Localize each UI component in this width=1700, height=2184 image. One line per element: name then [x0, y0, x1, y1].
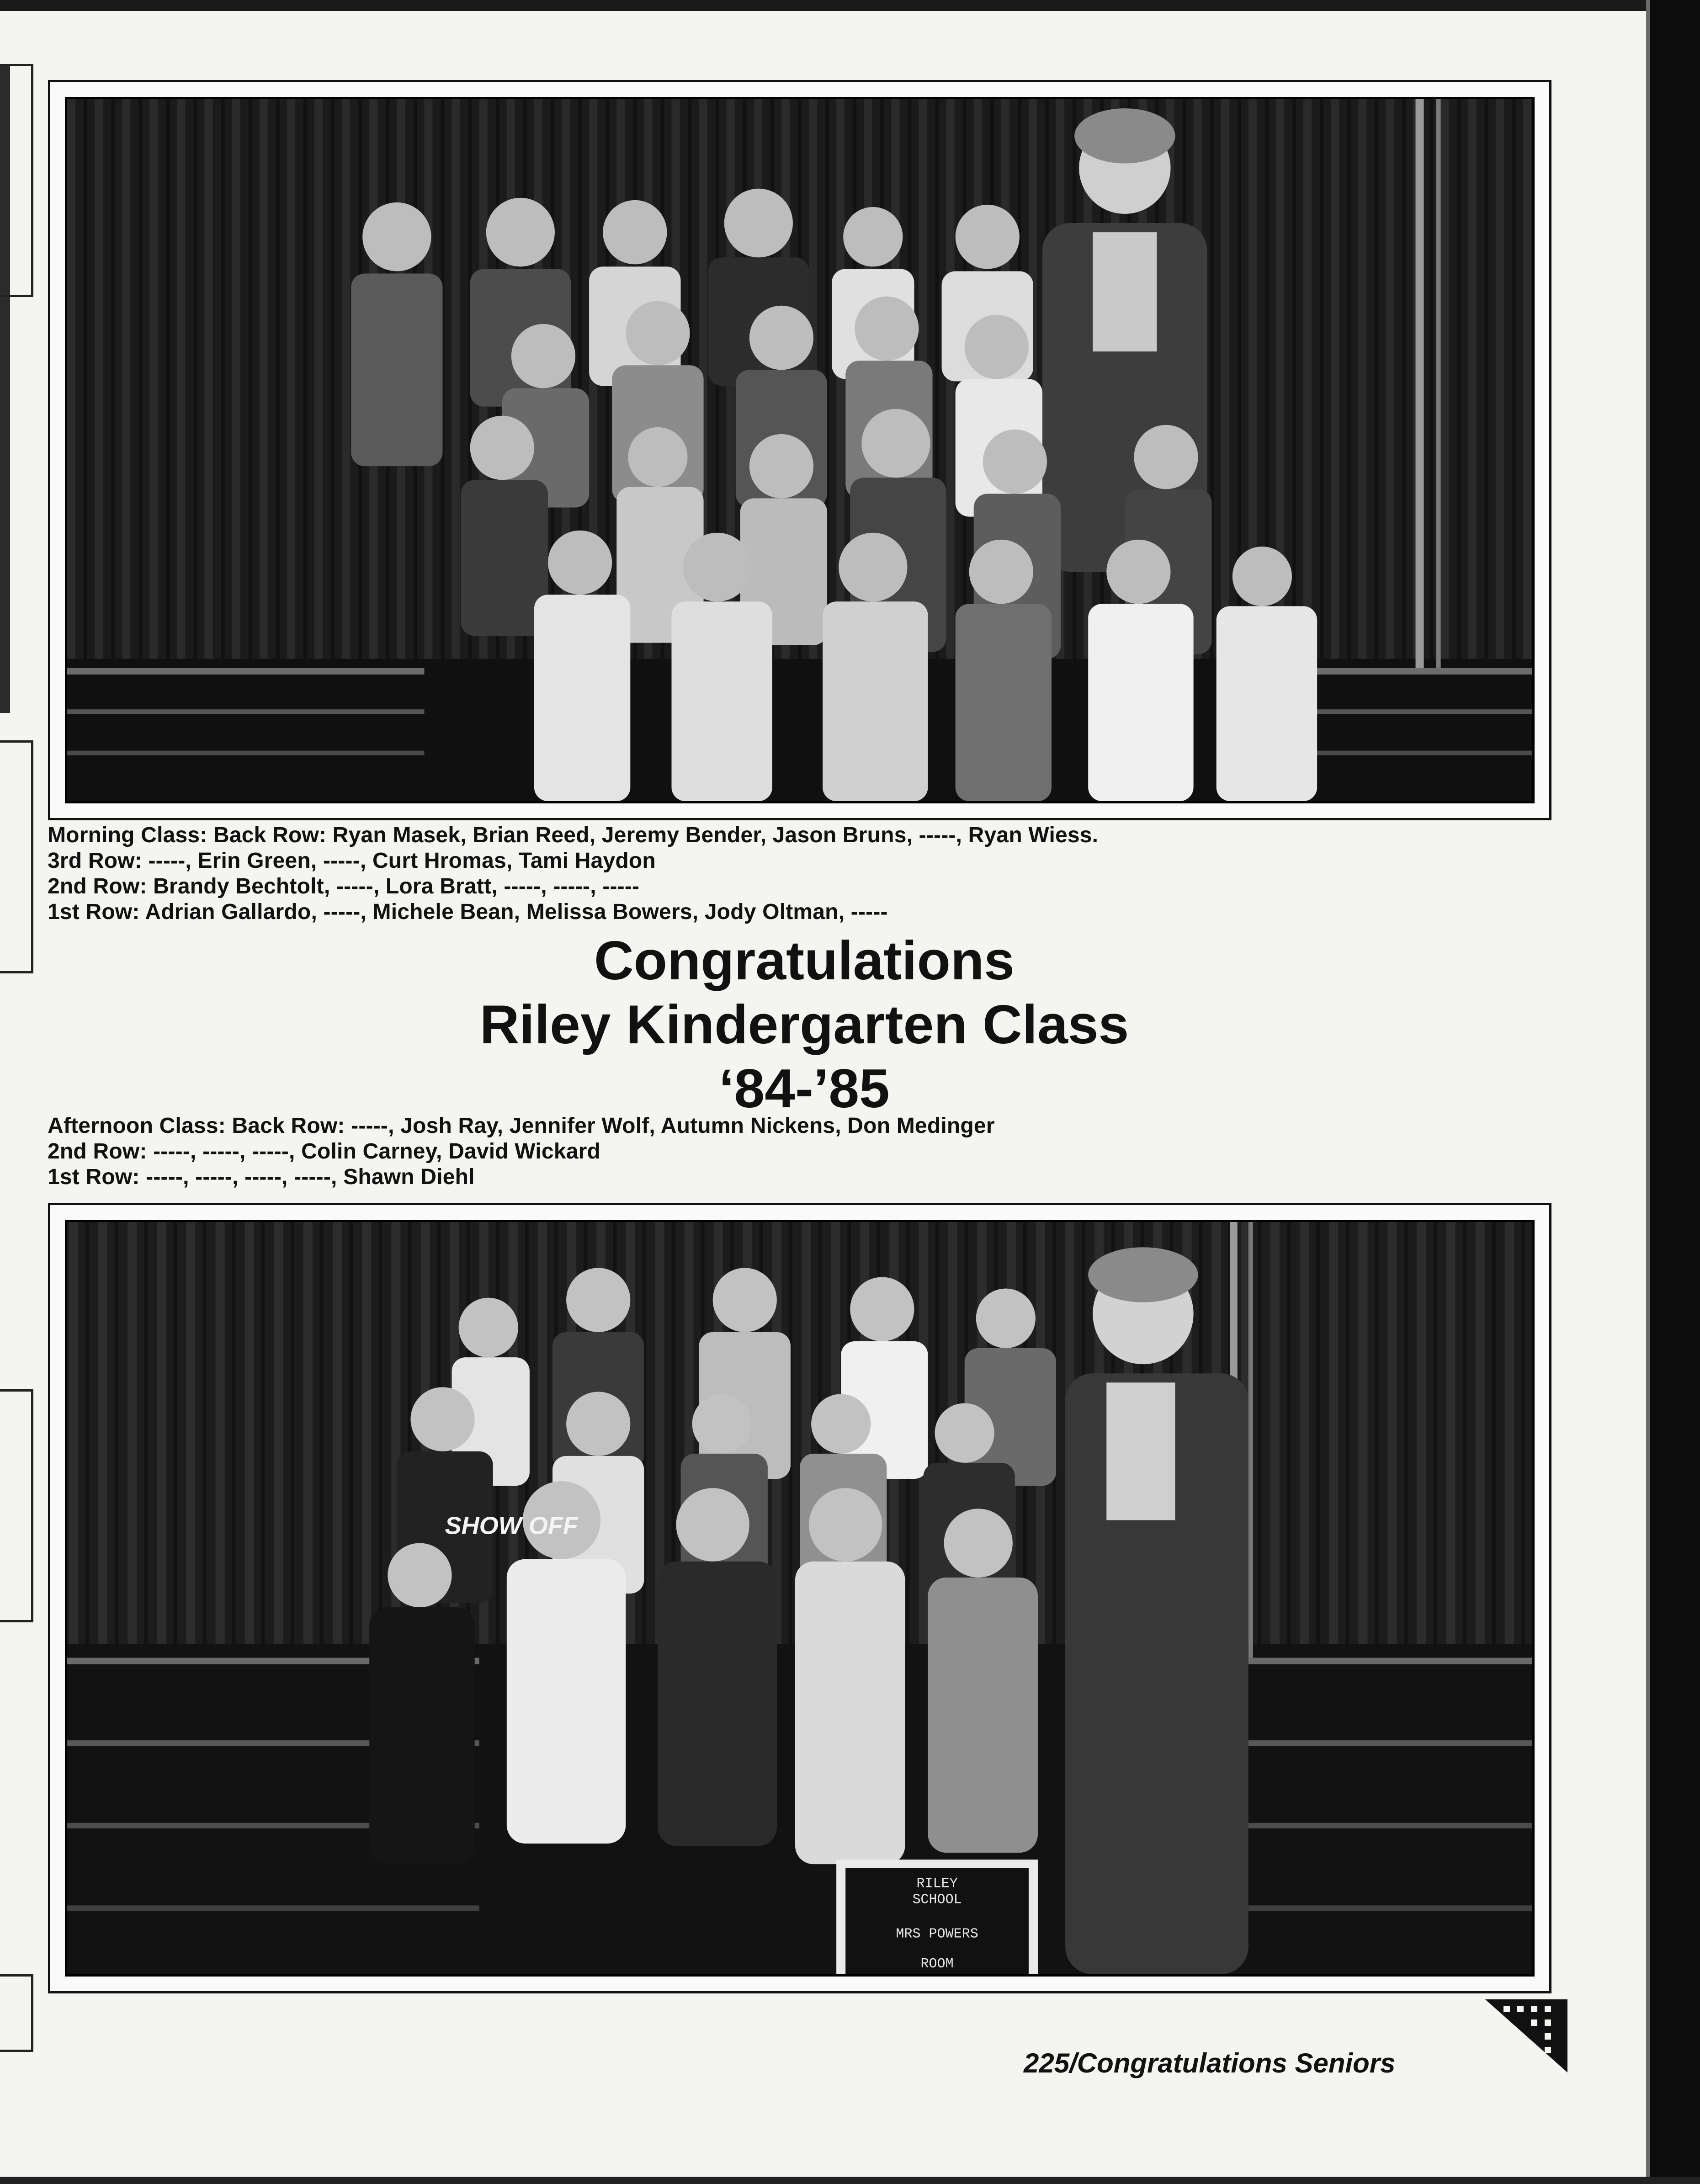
afternoon-caption-line: 2nd Row: -----, -----, -----, Colin Carney, David Wickard [48, 1139, 601, 1164]
morning-caption-line: 1st Row: Adrian Gallardo, -----, Michele Bean, Melissa Bowers, Jody Oltman, ----- [48, 900, 888, 924]
morning-photo-illustration [67, 99, 1532, 801]
page-top-edge [0, 0, 1700, 11]
binding-mark [0, 1974, 33, 2052]
binding-mark [0, 64, 33, 297]
page-folio: 225/Congratulations Seniors [1024, 2048, 1396, 2078]
morning-class-photo-frame [48, 80, 1551, 820]
binding-marks [0, 64, 46, 2120]
page-bottom-edge [0, 2177, 1700, 2184]
shirt-text: SHOW OFF [445, 1512, 578, 1540]
sign-line-1: RILEY [916, 1876, 958, 1892]
corner-ornament-icon [1485, 1999, 1567, 2072]
morning-class-photo [65, 97, 1535, 803]
classroom-sign [836, 1860, 1038, 1974]
morning-caption-line: Morning Class: Back Row: Ryan Masek, Brian Reed, Jeremy Bender, Jason Bruns, -----, Ryan Wiess. [48, 823, 1099, 847]
sign-line-2: SCHOOL [912, 1892, 962, 1908]
morning-caption-line: 2nd Row: Brandy Bechtolt, -----, Lora Bratt, -----, -----, ----- [48, 874, 640, 898]
sign-line-3: MRS POWERS [896, 1926, 978, 1942]
headline-line-1: Congratulations [594, 930, 1015, 991]
sign-line-4: ROOM [920, 1956, 954, 1972]
page-right-shadow [1646, 0, 1650, 2184]
page-right-edge [1650, 0, 1700, 2184]
afternoon-class-photo [65, 1220, 1535, 1977]
headline-line-3: ‘84-’85 [719, 1058, 890, 1119]
afternoon-caption-line: 1st Row: -----, -----, -----, -----, Shawn Diehl [48, 1165, 475, 1189]
morning-caption-line: 3rd Row: -----, Erin Green, -----, Curt Hromas, Tami Haydon [48, 849, 656, 873]
afternoon-photo-illustration [67, 1222, 1532, 1974]
binding-mark [0, 740, 33, 973]
afternoon-class-photo-frame [48, 1203, 1551, 1993]
afternoon-caption-line: Afternoon Class: Back Row: -----, Josh Ray, Jennifer Wolf, Autumn Nickens, Don Medinger [48, 1114, 995, 1138]
binding-mark [0, 1389, 33, 1622]
headline-line-2: Riley Kindergarten Class [479, 994, 1129, 1055]
